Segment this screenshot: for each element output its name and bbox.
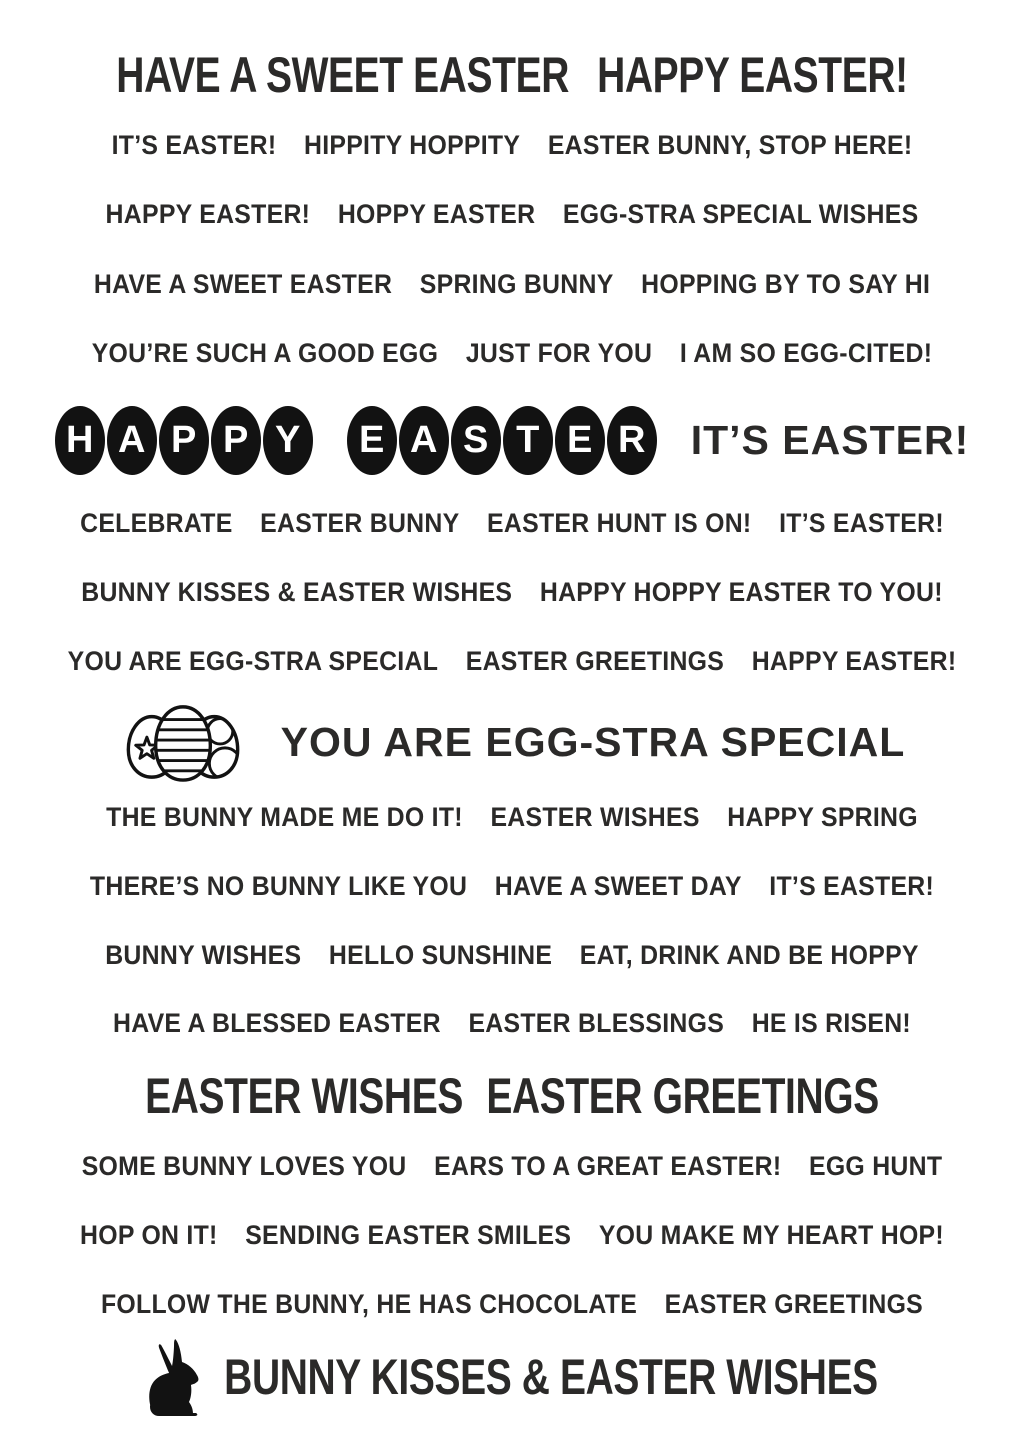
sentiment-phrase: EASTER HUNT IS ON!	[487, 507, 752, 538]
sentiment-phrase: YOU’RE SUCH A GOOD EGG	[91, 337, 439, 368]
sentiment-phrase: BUNNY WISHES	[105, 939, 302, 970]
sentiment-phrase: JUST FOR YOU	[465, 337, 653, 368]
sentiment-row	[0, 701, 1024, 783]
sentiment-phrase: IT’S EASTER!	[779, 507, 944, 538]
sentiment-phrase: YOU ARE EGG-STRA SPECIAL	[67, 645, 439, 676]
sentiment-phrase: HAPPY SPRING	[727, 801, 918, 832]
egg-letter: E	[347, 406, 397, 475]
egg-letter: P	[211, 406, 261, 475]
sentiment-phrase: EASTER GREETINGS	[664, 1288, 924, 1319]
sentiment-phrase: EASTER BLESSINGS	[468, 1007, 725, 1038]
sentiment-phrase: BUNNY KISSES & EASTER WISHES	[224, 1349, 878, 1405]
sentiment-phrase: HAVE A SWEET DAY	[494, 870, 742, 901]
sentiment-phrase: HAPPY EASTER!	[105, 198, 311, 229]
sentiment-row	[41, 506, 983, 540]
sentiment-phrase: FOLLOW THE BUNNY, HE HAS CHOCOLATE	[100, 1288, 638, 1319]
egg-letter: Y	[263, 406, 313, 475]
sentiment-phrase: BUNNY KISSES & EASTER WISHES	[81, 576, 513, 607]
egg-word-space	[315, 440, 345, 441]
sentiment-row	[41, 938, 983, 972]
sentiment-row	[41, 1006, 983, 1040]
bunny-icon-svg	[146, 1338, 204, 1416]
sentiment-phrase: THE BUNNY MADE ME DO IT!	[106, 801, 463, 832]
sentiment-phrase: HAPPY HOPPY EASTER TO YOU!	[539, 576, 943, 607]
sentiment-phrase: SOME BUNNY LOVES YOU	[81, 1150, 407, 1181]
sentiment-row	[41, 128, 983, 162]
egg-letter: T	[503, 406, 553, 475]
sentiment-row	[41, 267, 983, 301]
sentiment-phrase: EASTER WISHES	[490, 801, 700, 832]
sentiment-row	[41, 644, 983, 678]
sentiment-phrase: EASTER GREETINGS	[486, 1068, 879, 1124]
egg-letter: R	[607, 406, 657, 475]
bunny-icon	[146, 1338, 204, 1416]
sentiment-row	[113, 47, 912, 103]
sentiment-phrase: HAPPY EASTER!	[597, 47, 908, 103]
sentiment-row	[41, 1218, 983, 1252]
sentiment-phrase: EGG-STRA SPECIAL WISHES	[562, 198, 919, 229]
sentiment-phrase: EASTER BUNNY	[260, 507, 460, 538]
easter-eggs-icon	[119, 701, 247, 783]
sentiment-row	[113, 1068, 912, 1124]
egg-letter: P	[159, 406, 209, 475]
egg-letter: E	[555, 406, 605, 475]
sentiment-row	[113, 1337, 912, 1417]
egg-letter: H	[55, 406, 105, 475]
sentiment-phrase: HAVE A SWEET EASTER	[116, 47, 570, 103]
sentiment-phrase: EAT, DRINK AND BE HOPPY	[579, 939, 919, 970]
sentiment-phrase: HOPPY EASTER	[337, 198, 536, 229]
sentiment-row	[41, 575, 983, 609]
sentiment-phrase: HE IS RISEN!	[751, 1007, 911, 1038]
sentiment-phrase: IT’S EASTER!	[769, 870, 935, 901]
sentiment-phrase: EARS TO A GREAT EASTER!	[434, 1150, 782, 1181]
sentiment-phrase: EASTER WISHES	[145, 1068, 463, 1124]
sentiment-phrase: THERE’S NO BUNNY LIKE YOU	[89, 870, 468, 901]
sentiment-phrase: HOP ON IT!	[80, 1219, 218, 1250]
sentiment-row	[41, 336, 983, 370]
sentiment-row	[41, 1149, 983, 1183]
sentiment-phrase: SENDING EASTER SMILES	[245, 1219, 572, 1250]
sentiment-row	[41, 197, 983, 231]
sentiment-phrase: I AM SO EGG-CITED!	[679, 337, 933, 368]
sentiment-phrase: YOU MAKE MY HEART HOP!	[598, 1219, 944, 1250]
sentiment-phrase: EASTER GREETINGS	[465, 645, 725, 676]
sentiment-phrase: HAVE A BLESSED EASTER	[113, 1007, 441, 1038]
sentiment-phrase: HELLO SUNSHINE	[328, 939, 553, 970]
sentiment-phrase: HOPPING BY TO SAY HI	[641, 268, 931, 299]
egg-letter: A	[399, 406, 449, 475]
sentiment-row	[41, 869, 983, 903]
sentiment-phrase: SPRING BUNNY	[419, 268, 614, 299]
sentiment-phrase: CELEBRATE	[80, 507, 233, 538]
sentiment-phrase: EASTER BUNNY, STOP HERE!	[547, 129, 913, 160]
sentiment-phrase: IT’S EASTER!	[111, 129, 277, 160]
egg-letter: A	[107, 406, 157, 475]
sentiment-phrase: IT’S EASTER!	[690, 416, 970, 463]
egg-letter-word	[55, 406, 657, 475]
sentiment-row	[41, 800, 983, 834]
sentiment-row	[0, 402, 1024, 478]
sentiment-phrase: YOU ARE EGG-STRA SPECIAL	[280, 718, 906, 765]
egg-letter: S	[451, 406, 501, 475]
sentiment-row	[41, 1287, 983, 1321]
sentiment-phrase: HAPPY EASTER!	[751, 645, 957, 676]
sentiment-phrase: HAVE A SWEET EASTER	[93, 268, 393, 299]
sentiment-phrase: EGG HUNT	[808, 1150, 943, 1181]
easter-eggs-icon-svg	[119, 701, 247, 783]
sentiment-phrase: HIPPITY HOPPITY	[303, 129, 521, 160]
